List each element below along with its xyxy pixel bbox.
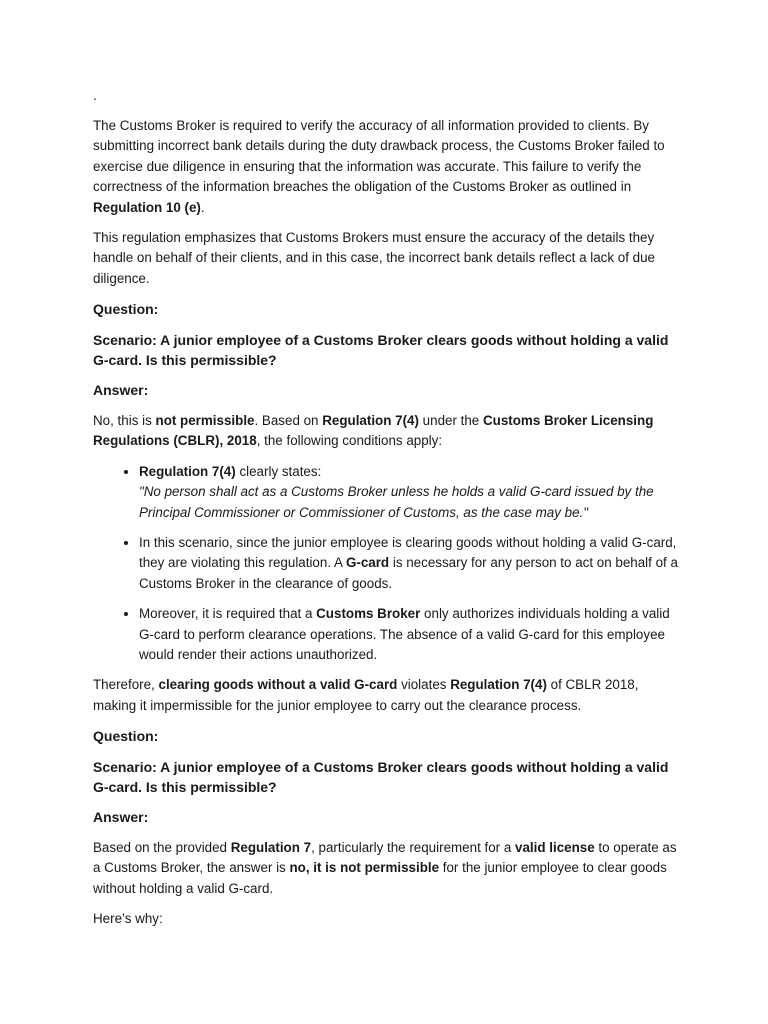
list-item — [139, 533, 678, 594]
regulation-reference: Regulation 10 (e) — [93, 199, 201, 215]
regulation-quote: "No person shall act as a Customs Broker unless he holds a valid G-card issued by the Principal Commissioner or Commissioner of Customs, as the case may be." — [139, 484, 654, 520]
answer-intro-1 — [93, 411, 678, 452]
text-span: under the — [418, 412, 483, 428]
text-span: clearly states: — [235, 463, 322, 479]
text-span: violates — [397, 677, 451, 693]
paragraph-text: The Customs Broker is required to verify the accuracy of all information provided to clients. By submitting incorrect bank details during the duty drawback process, the Customs Broker failed to exercise due diligence in ensuring that the information was accurate. This failure to verify the correctness of the information breaches the obligation of the Customs Broker as outlined in — [93, 118, 665, 195]
regulation-reference: Regulation 7(4) — [322, 412, 419, 428]
stray-dot: . — [93, 88, 97, 103]
bold-span: G-card — [345, 555, 390, 571]
text-span: of CBLR 2018, making it impermissible for the junior employee to carry out the clearance process. — [93, 677, 639, 713]
text-span: No, this is — [93, 412, 156, 428]
bold-span: valid license — [515, 839, 595, 855]
bold-span: not permissible — [155, 412, 255, 428]
bold-span: clearing goods without a valid G-card — [158, 677, 398, 693]
answer-heading-2: Answer: — [93, 809, 149, 826]
bold-span: no, it is not permissible — [289, 860, 440, 876]
regulation-title: Customs Broker Licensing Regulations (CBLR), 2018 — [93, 412, 654, 449]
list-item — [139, 604, 678, 665]
text-span: Based on the provided — [93, 839, 231, 855]
list-item — [139, 462, 678, 523]
text-span: . Based on — [254, 412, 323, 428]
regulation-reference: Regulation 7(4) — [139, 463, 236, 479]
text-span: In this scenario, since the junior employee is clearing goods without holding a valid G-card, they are violating this regulation. A — [139, 534, 677, 571]
conditions-list — [93, 462, 678, 666]
heres-why: Here’s why: — [93, 911, 163, 926]
text-span: Therefore, — [93, 677, 159, 693]
bold-span: Customs Broker — [316, 606, 421, 622]
scenario-2: Scenario: A junior employee of a Customs Broker clears goods without holding a valid G-card. Is this permissible? — [93, 758, 669, 795]
document-page — [93, 86, 678, 939]
paragraph-regulation-10e — [93, 116, 678, 218]
text-span: for the junior employee to clear goods without holding a valid G-card. — [93, 860, 667, 896]
paragraph-due-diligence: This regulation emphasizes that Customs Brokers must ensure the accuracy of the details they handle on behalf of their clients, and in this case, the incorrect bank details reflect a lack of due diligence. — [93, 230, 655, 286]
answer-heading-1: Answer: — [93, 382, 149, 399]
text-span: is necessary for any person to act on behalf of a Customs Broker in the clearance of goods. — [139, 555, 678, 591]
text-span: only authorizes individuals holding a valid G-card to perform clearance operations. The absence of a valid G-card for this employee would render their actions unauthorized. — [139, 606, 670, 662]
text-span: , the following conditions apply: — [256, 433, 443, 449]
text-span: , particularly the requirement for a — [311, 839, 516, 855]
answer-intro-2 — [93, 838, 678, 899]
conclusion-1 — [93, 675, 678, 716]
question-heading-1: Question: — [93, 301, 159, 318]
regulation-reference: Regulation 7 — [230, 839, 312, 855]
text-span: to operate as a Customs Broker, the answer is — [93, 839, 677, 876]
scenario-1: Scenario: A junior employee of a Customs Broker clears goods without holding a valid G-card. Is this permissible? — [93, 331, 669, 369]
text-span: Moreover, it is required that a — [139, 606, 317, 622]
paragraph-end: . — [200, 199, 205, 215]
regulation-reference: Regulation 7(4) — [450, 677, 547, 693]
question-heading-2: Question: — [93, 728, 159, 745]
